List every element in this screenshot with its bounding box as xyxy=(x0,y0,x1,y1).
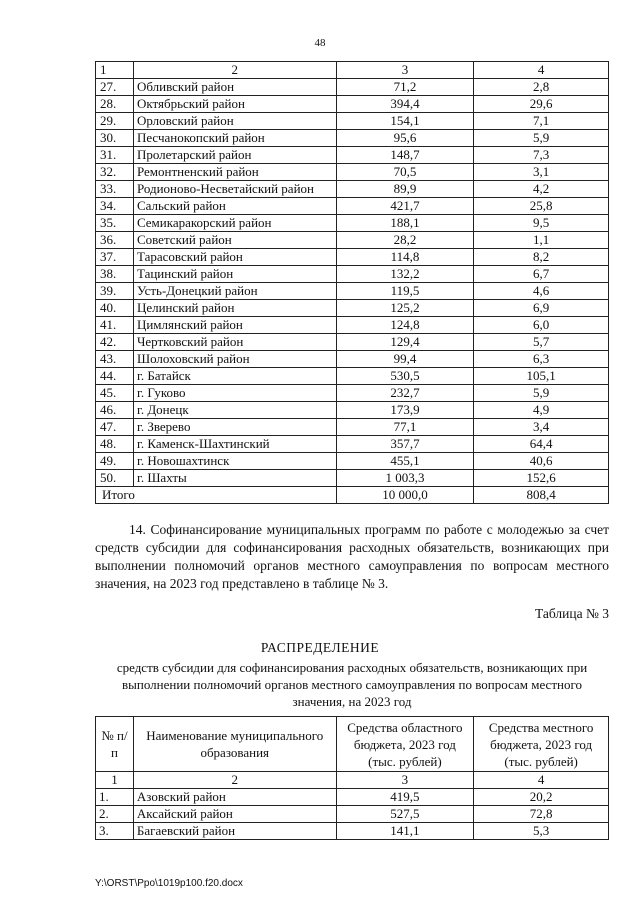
row-number: 42. xyxy=(96,334,134,351)
municipality-name: Орловский район xyxy=(133,113,336,130)
row-number: 43. xyxy=(96,351,134,368)
municipality-name: Аксайский район xyxy=(133,806,336,823)
municipality-name: г. Зверево xyxy=(133,419,336,436)
row-number: 31. xyxy=(96,147,134,164)
regional-budget-value: 114,8 xyxy=(336,249,474,266)
regional-budget-value: 394,4 xyxy=(336,96,474,113)
municipality-name: Багаевский район xyxy=(133,823,336,840)
column-index-1: 1 xyxy=(96,772,134,789)
header-local-budget: Средства местного бюджета, 2023 год (тыс. рублей) xyxy=(474,717,609,772)
table-row xyxy=(96,317,609,334)
municipality-name: Пролетарский район xyxy=(133,147,336,164)
municipality-name: Шолоховский район xyxy=(133,351,336,368)
column-index-4: 4 xyxy=(474,62,609,79)
regional-budget-value: 124,8 xyxy=(336,317,474,334)
local-budget-value: 8,2 xyxy=(474,249,609,266)
municipality-name: Песчанокопский район xyxy=(133,130,336,147)
municipality-name: Сальский район xyxy=(133,198,336,215)
municipality-name: Советский район xyxy=(133,232,336,249)
row-number: 40. xyxy=(96,300,134,317)
total-regional-value: 10 000,0 xyxy=(336,487,474,504)
table-row xyxy=(96,402,609,419)
row-number: 34. xyxy=(96,198,134,215)
municipality-name: Чертковский район xyxy=(133,334,336,351)
table-row xyxy=(96,351,609,368)
table-row xyxy=(96,283,609,300)
municipality-name: г. Гуково xyxy=(133,385,336,402)
table-row xyxy=(96,232,609,249)
row-number: 44. xyxy=(96,368,134,385)
row-number: 3. xyxy=(96,823,134,840)
row-number: 37. xyxy=(96,249,134,266)
column-index-4: 4 xyxy=(474,772,609,789)
local-budget-value: 3,1 xyxy=(474,164,609,181)
table-row xyxy=(96,215,609,232)
row-number: 45. xyxy=(96,385,134,402)
column-index-1: 1 xyxy=(96,62,134,79)
total-row xyxy=(96,487,609,504)
local-budget-value: 9,5 xyxy=(474,215,609,232)
municipality-name: Усть-Донецкий район xyxy=(133,283,336,300)
local-budget-value: 152,6 xyxy=(474,470,609,487)
municipality-name: Семикаракорский район xyxy=(133,215,336,232)
table-header-row xyxy=(96,717,609,772)
local-budget-value: 20,2 xyxy=(474,789,609,806)
table-row xyxy=(96,147,609,164)
column-index-2: 2 xyxy=(133,772,336,789)
table-row xyxy=(96,79,609,96)
total-label: Итого xyxy=(96,487,337,504)
regional-budget-value: 419,5 xyxy=(336,789,474,806)
table-row xyxy=(96,113,609,130)
regional-budget-value: 148,7 xyxy=(336,147,474,164)
local-budget-value: 5,7 xyxy=(474,334,609,351)
local-budget-value: 6,7 xyxy=(474,266,609,283)
local-budget-value: 25,8 xyxy=(474,198,609,215)
municipality-name: Цимлянский район xyxy=(133,317,336,334)
table-subtitle: средств субсидии для софинансирования расходных обязательств, возникающих при выполнении полномочий органов местного самоуправления по вопросам местного значения, на 2023 год xyxy=(116,660,588,709)
local-budget-value: 6,0 xyxy=(474,317,609,334)
municipality-name: Ремонтненский район xyxy=(133,164,336,181)
page-number: 48 xyxy=(314,37,326,49)
regional-budget-value: 129,4 xyxy=(336,334,474,351)
row-number: 33. xyxy=(96,181,134,198)
municipality-name: г. Каменск-Шахтинский xyxy=(133,436,336,453)
regional-budget-value: 132,2 xyxy=(336,266,474,283)
table-row xyxy=(96,436,609,453)
regional-budget-value: 357,7 xyxy=(336,436,474,453)
local-budget-value: 7,1 xyxy=(474,113,609,130)
municipality-name: Целинский район xyxy=(133,300,336,317)
row-number: 32. xyxy=(96,164,134,181)
row-number: 30. xyxy=(96,130,134,147)
column-index-3: 3 xyxy=(336,62,474,79)
table-title: РАСПРЕДЕЛЕНИЕ xyxy=(260,640,380,655)
table-row xyxy=(96,198,609,215)
regional-budget-value: 99,4 xyxy=(336,351,474,368)
local-budget-value: 4,6 xyxy=(474,283,609,300)
regional-budget-value: 527,5 xyxy=(336,806,474,823)
column-index-2: 2 xyxy=(133,62,336,79)
regional-budget-value: 173,9 xyxy=(336,402,474,419)
local-budget-value: 40,6 xyxy=(474,453,609,470)
municipality-name: г. Донецк xyxy=(133,402,336,419)
municipality-name: Обливский район xyxy=(133,79,336,96)
row-number: 29. xyxy=(96,113,134,130)
local-budget-value: 7,3 xyxy=(474,147,609,164)
row-number: 47. xyxy=(96,419,134,436)
table-row xyxy=(96,130,609,147)
regional-budget-value: 71,2 xyxy=(336,79,474,96)
row-number: 46. xyxy=(96,402,134,419)
table-row xyxy=(96,789,609,806)
table-row xyxy=(96,385,609,402)
municipality-name: г. Новошахтинск xyxy=(133,453,336,470)
table-row xyxy=(96,164,609,181)
distribution-table-continued xyxy=(95,61,609,504)
distribution-table-3 xyxy=(95,716,609,840)
local-budget-value: 72,8 xyxy=(474,806,609,823)
regional-budget-value: 77,1 xyxy=(336,419,474,436)
regional-budget-value: 28,2 xyxy=(336,232,474,249)
local-budget-value: 5,9 xyxy=(474,385,609,402)
local-budget-value: 2,8 xyxy=(474,79,609,96)
table-row xyxy=(96,806,609,823)
regional-budget-value: 89,9 xyxy=(336,181,474,198)
total-local-value: 808,4 xyxy=(474,487,609,504)
row-number: 27. xyxy=(96,79,134,96)
table-index-row xyxy=(96,772,609,789)
table-row xyxy=(96,419,609,436)
local-budget-value: 105,1 xyxy=(474,368,609,385)
table-row xyxy=(96,249,609,266)
table-row xyxy=(96,300,609,317)
table-row xyxy=(96,181,609,198)
table-row xyxy=(96,334,609,351)
row-number: 50. xyxy=(96,470,134,487)
municipality-name: Октябрьский район xyxy=(133,96,336,113)
regional-budget-value: 530,5 xyxy=(336,368,474,385)
municipality-name: Азовский район xyxy=(133,789,336,806)
row-number: 39. xyxy=(96,283,134,300)
local-budget-value: 4,2 xyxy=(474,181,609,198)
municipality-name: г. Шахты xyxy=(133,470,336,487)
row-number: 38. xyxy=(96,266,134,283)
local-budget-value: 5,3 xyxy=(474,823,609,840)
municipality-name: Родионово-Несветайский район xyxy=(133,181,336,198)
regional-budget-value: 125,2 xyxy=(336,300,474,317)
municipality-name: Тацинский район xyxy=(133,266,336,283)
local-budget-value: 29,6 xyxy=(474,96,609,113)
regional-budget-value: 232,7 xyxy=(336,385,474,402)
regional-budget-value: 421,7 xyxy=(336,198,474,215)
table-index-row xyxy=(96,62,609,79)
municipality-name: г. Батайск xyxy=(133,368,336,385)
regional-budget-value: 188,1 xyxy=(336,215,474,232)
local-budget-value: 6,3 xyxy=(474,351,609,368)
regional-budget-value: 1 003,3 xyxy=(336,470,474,487)
table-row xyxy=(96,266,609,283)
header-number: № п/п xyxy=(96,717,134,772)
municipality-name: Тарасовский район xyxy=(133,249,336,266)
regional-budget-value: 455,1 xyxy=(336,453,474,470)
local-budget-value: 3,4 xyxy=(474,419,609,436)
row-number: 2. xyxy=(96,806,134,823)
table-row xyxy=(96,470,609,487)
local-budget-value: 64,4 xyxy=(474,436,609,453)
regional-budget-value: 95,6 xyxy=(336,130,474,147)
regional-budget-value: 70,5 xyxy=(336,164,474,181)
regional-budget-value: 154,1 xyxy=(336,113,474,130)
file-path-footer: Y:\ORST\Ppo\1019p100.f20.docx xyxy=(95,878,243,889)
local-budget-value: 5,9 xyxy=(474,130,609,147)
row-number: 49. xyxy=(96,453,134,470)
row-number: 41. xyxy=(96,317,134,334)
row-number: 36. xyxy=(96,232,134,249)
local-budget-value: 4,9 xyxy=(474,402,609,419)
regional-budget-value: 119,5 xyxy=(336,283,474,300)
row-number: 35. xyxy=(96,215,134,232)
table-row xyxy=(96,96,609,113)
header-regional-budget: Средства областного бюджета, 2023 год (тыс. рублей) xyxy=(336,717,474,772)
row-number: 1. xyxy=(96,789,134,806)
column-index-3: 3 xyxy=(336,772,474,789)
table-row xyxy=(96,368,609,385)
local-budget-value: 6,9 xyxy=(474,300,609,317)
regional-budget-value: 141,1 xyxy=(336,823,474,840)
section-14-paragraph: 14. Софинансирование муниципальных программ по работе с молодежью за счет средств субсидии для софинансирования расходных обязательств, возникающих при выполнении полномочий органов местного самоуправления по вопросам местного значения, на 2023 год представлено в таблице № 3. xyxy=(95,522,609,591)
table-row xyxy=(96,823,609,840)
table-label: Таблица № 3 xyxy=(535,606,609,621)
local-budget-value: 1,1 xyxy=(474,232,609,249)
row-number: 48. xyxy=(96,436,134,453)
table-row xyxy=(96,453,609,470)
header-municipality: Наименование муниципального образования xyxy=(133,717,336,772)
row-number: 28. xyxy=(96,96,134,113)
